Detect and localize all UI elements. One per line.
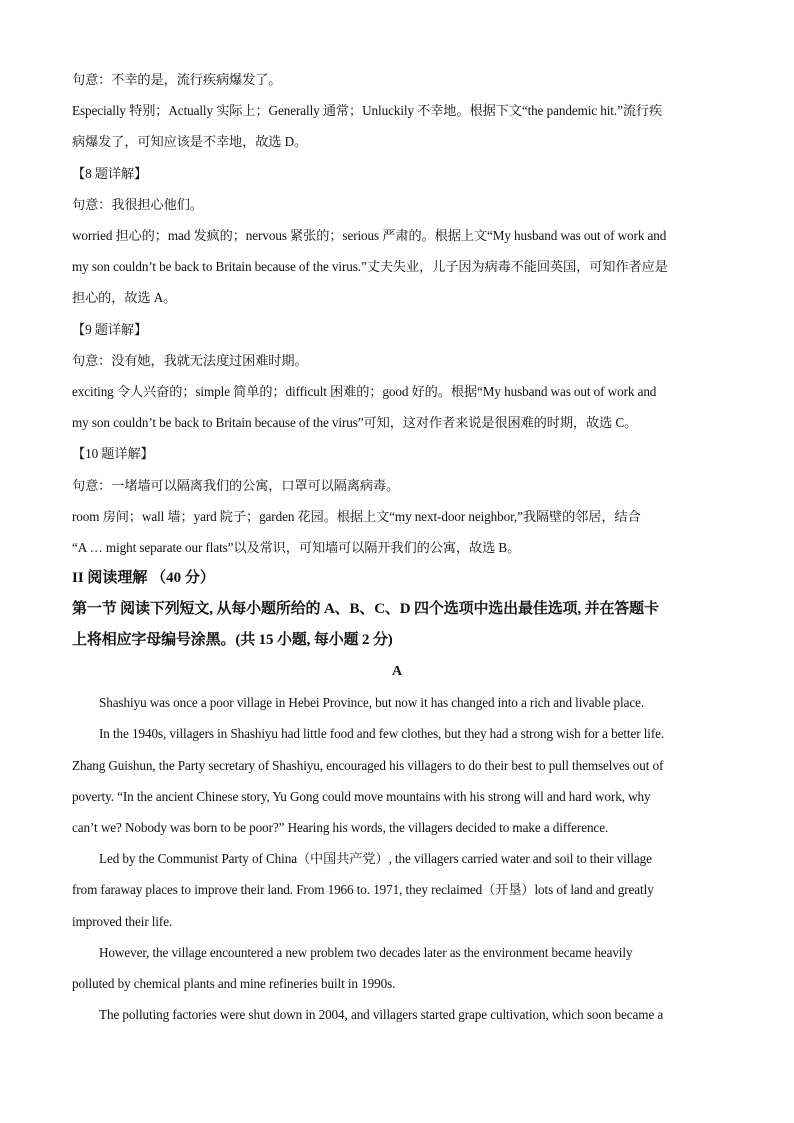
section-title: II 阅读理解 （40 分） xyxy=(72,570,215,587)
text-line: “A … might separate our flats”以及常识，可知墙可以隔开我们的公寓，故选 B。 xyxy=(72,540,521,556)
text-line: my son couldn’t be back to Britain because of the virus.”丈夫失业，儿子因为病毒不能回英国，可知作者应是 xyxy=(72,259,668,275)
text-line: room 房间；wall 墙；yard 院子；garden 花园。根据上文“my next-door neighbor,”我隔壁的邻居，结合 xyxy=(72,508,641,524)
text-line: 担心的，故选 A。 xyxy=(72,290,177,306)
text-line: 句意：不幸的是，流行疾病爆发了。 xyxy=(72,72,282,87)
passage-line: Shashiyu was once a poor village in Hebei Province, but now it has changed into a rich and livable place. xyxy=(99,695,645,711)
passage-line: polluted by chemical plants and mine refineries built in 1990s. xyxy=(72,976,396,992)
passage-line: Led by the Communist Party of China（中国共产党）, the villagers carried water and soil to their village xyxy=(99,851,652,867)
section-instructions-line-1: 第一节 阅读下列短文, 从每小题所给的 A、B、C、D 四个选项中选出最佳选项, 并在答题卡 xyxy=(72,601,659,618)
text-line: 病爆发了，可知应该是不幸地，故选 D。 xyxy=(72,134,308,150)
question-heading: 【9 题详解】 xyxy=(72,321,148,337)
text-line: my son couldn’t be back to Britain because of the virus”可知，这对作者来说是很困难的时期，故选 C。 xyxy=(72,415,638,431)
passage-label: A xyxy=(391,664,403,680)
passage-line: poverty. “In the ancient Chinese story, Yu Gong could move mountains with his strong will and hard work, why xyxy=(72,788,651,804)
passage-line: can’t we? Nobody was born to be poor?” Hearing his words, the villagers decided to make a difference. xyxy=(72,820,609,836)
text-line: Especially 特别；Actually 实际上；Generally 通常；Unluckily 不幸地。根据下文“the pandemic hit.”流行疾 xyxy=(72,103,663,119)
text-line: 句意：我很担心他们。 xyxy=(72,196,203,212)
passage-line: improved their life. xyxy=(72,913,173,929)
document-page xyxy=(72,64,722,1030)
text-line: worried 担心的；mad 发疯的；nervous 紧张的；serious 严肃的。根据上文“My husband was out of work and xyxy=(72,228,667,244)
passage-line: from faraway places to improve their land. From 1966 to. 1971, they reclaimed（开垦）lots of land and greatly xyxy=(72,882,654,898)
passage-line: In the 1940s, villagers in Shashiyu had little food and few clothes, but they had a strong wish for a better life. xyxy=(99,726,665,742)
passage-body xyxy=(72,687,722,1030)
passage-line: The polluting factories were shut down in 2004, and villagers started grape cultivation, which soon became a xyxy=(99,1007,664,1023)
question-heading: 【8 题详解】 xyxy=(72,165,148,181)
question-heading: 【10 题详解】 xyxy=(72,446,154,462)
text-line: exciting 令人兴奋的；simple 简单的；difficult 困难的；good 好的。根据“My husband was out of work and xyxy=(72,384,657,400)
text-line: 句意：一堵墙可以隔离我们的公寓，口罩可以隔离病毒。 xyxy=(72,477,400,493)
passage-line: However, the village encountered a new problem two decades later as the environment became heavily xyxy=(99,944,633,960)
section-instructions-line-2: 上将相应字母编号涂黑。(共 15 小题, 每小题 2 分) xyxy=(72,632,393,649)
passage-line: Zhang Guishun, the Party secretary of Shashiyu, encouraged his villagers to do their best to pull themselves out of xyxy=(72,757,664,773)
text-line: 句意：没有她，我就无法度过困难时期。 xyxy=(72,352,308,368)
